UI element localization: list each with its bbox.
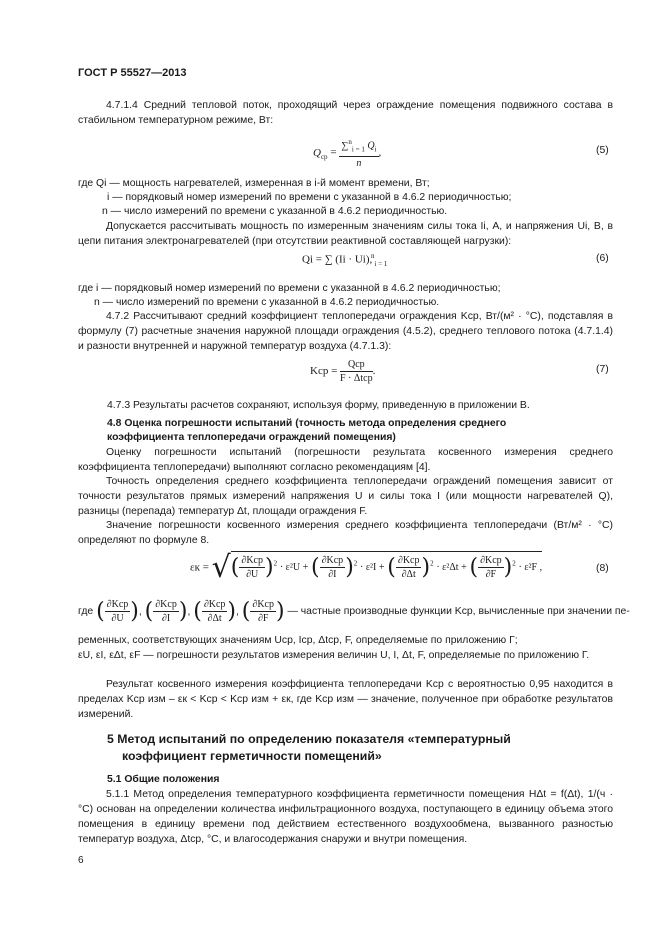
eq5-lhs: $Q_{ср}$ <box>313 146 328 161</box>
where5-line1: где Qi — мощность нагревателей, измеренная в i-й момент времени, Вт; <box>78 178 430 189</box>
page-number: 6 <box>78 855 84 866</box>
paragraph-result: Результат косвенного измерения коэффициента теплопередачи Kср с вероятностью 0,95 находится в пределах Kср изм – εк < Kср < Kср изм + εк, где Kср изм — значение, полученное при обработке результатов измерений. <box>78 679 613 720</box>
equation-7: Kср = $\frac{\text{Qср}}{\text{F · Δtср}}$ . <box>310 359 376 384</box>
heading-5-line1: 5 Метод испытаний по определению показателя «температурный <box>107 732 511 746</box>
where6-line1: где i — порядковый номер измерений по времени с указанной в 4.6.2 периодичностью; <box>78 283 501 294</box>
eq8-radicand: ( $\frac{\text{∂Kср}}{\partial U}$ )$^2$ · ε²U + ( $\frac{\text{∂Kср}}{\partial I}$ )$^2$ · ε²I + ( $\frac{\text{∂Kср}}{\partial\Delta t}$ )$^2$ · ε²Δt + ( $\frac{\text{∂Kср}}{\partial F}$ )$^2$ · ε²F , <box>231 551 542 581</box>
where8-line3: εU, εI, εΔt, εF — погрешности результатов измерения величин U, I, Δt, F, определяемые по приложению Г. <box>78 650 590 661</box>
equation-6: Qi = ∑ (Ii · Ui), $^n_{i = 1}$ <box>302 252 388 268</box>
paragraph-estimate-1: Оценку погрешности испытаний (погрешности результата косвенного измерения среднего коэффициента теплопередачи) выполняют согласно рекомендациям [4]. <box>78 447 613 473</box>
equation-5: $Q_{ср}$ = $\frac{\sum^n_{i = 1} Q_i}{n}$ , <box>313 138 382 170</box>
paragraph-allowed: Допускается рассчитывать мощность по измеренным значениям силы тока Ii, А, и напряжения Ui, В, в цепи питания электронагревателей (при отсутствии реактивной составляющей нагрузки): <box>78 221 613 247</box>
eq8-lhs: εк = <box>190 561 209 574</box>
heading-4-8-line2: коэффициента теплопередачи ограждений помещения) <box>107 432 396 443</box>
heading-4-8-line1: 4.8 Оценка погрешности испытаний (точность метода определения среднего <box>107 418 507 429</box>
paragraph-4-7-3: 4.7.3 Результаты расчетов сохраняют, используя форму, приведенную в приложении В. <box>107 400 530 411</box>
equation-8 <box>190 550 542 585</box>
equation-5-number: (5) <box>596 145 609 156</box>
where5-line2: i — порядковый номер измерений по времени с указанной в 4.6.2 периодичностью; <box>107 192 512 203</box>
eq6-body: Qi = ∑ (Ii · Ui), <box>302 253 373 266</box>
eq7-fraction: $\frac{\text{Qср}}{\text{F · Δtср}}$ <box>340 359 373 384</box>
eq7-lhs: Kср = <box>310 365 338 378</box>
paragraph-estimate-3: Значение погрешности косвенного измерения среднего коэффициента теплопередачи (Вт/м² · °С) определяют по формуле 8. <box>78 520 613 546</box>
where6-line2: n — число измерений по времени с указанной в 4.6.2 периодичностью. <box>94 297 440 308</box>
paragraph-estimate-2: Точность определения среднего коэффициента теплопередачи ограждений помещения зависит от точности результатов прямых измерений напряжения U и силы тока I (или мощности нагревателей Q), разницы (перепада) температур Δt, площади ограждения F. <box>78 476 613 517</box>
sqrt-icon: √ <box>211 550 231 585</box>
eq5-equals: = <box>330 146 337 159</box>
eq5-fraction: $\frac{\sum^n_{i = 1} Q_i}{n}$ <box>341 138 377 170</box>
heading-5-1: 5.1 Общие положения <box>107 774 220 785</box>
heading-5-line2: коэффициент герметичности помещений» <box>122 749 382 763</box>
equation-8-number: (8) <box>596 563 609 574</box>
where8-line1: где ( $\frac{\text{∂Kср}}{\partial U}$ ), ( $\frac{\text{∂Kср}}{\partial I}$ ), ( $\frac{\text{∂Kср}}{\partial\Delta t}$ ), ( $\frac{\text{∂Kср}}{\partial F}$ ) — частные производные функции Kср, вычисленные при значении пе- <box>78 599 630 624</box>
document-header: ГОСТ Р 55527—2013 <box>78 67 187 79</box>
paragraph-5-1-1: 5.1.1 Метод определения температурного коэффициента герметичности помещения HΔt = f(Δt), 1/(ч · °С) основан на определении количества инфильтрационного воздуха, поступающего в единицу объема этого помещения в единицу времени под действием естественного воздухообмена, вызванного разностью температур воздуха, Δtср, °С, и влагосодержания снаружи и внутри помещения. <box>78 789 613 845</box>
equation-6-number: (6) <box>596 253 609 264</box>
paragraph-4-7-1-4: 4.7.1.4 Средний тепловой поток, проходящий через ограждение помещения подвижного состава в стабильном температурном режиме, Вт: <box>78 100 613 126</box>
where8-line2: ременных, соответствующих значениям Uср, Iср, Δtср, F, определяемые по приложению Г; <box>78 635 518 646</box>
equation-7-number: (7) <box>596 364 609 375</box>
where5-line3: n — число измерений по времени с указанной в 4.6.2 периодичностью. <box>102 206 448 217</box>
paragraph-4-7-2: 4.7.2 Рассчитывают средний коэффициент теплопередачи ограждения Kср, Вт/(м² · °С), подставляя в формулу (7) расчетные значения наружной площади ограждения (4.5.2), среднего теплового потока (4.7.1.4) и разности внутренней и наружной температур воздуха (4.7.1.3): <box>78 311 613 352</box>
